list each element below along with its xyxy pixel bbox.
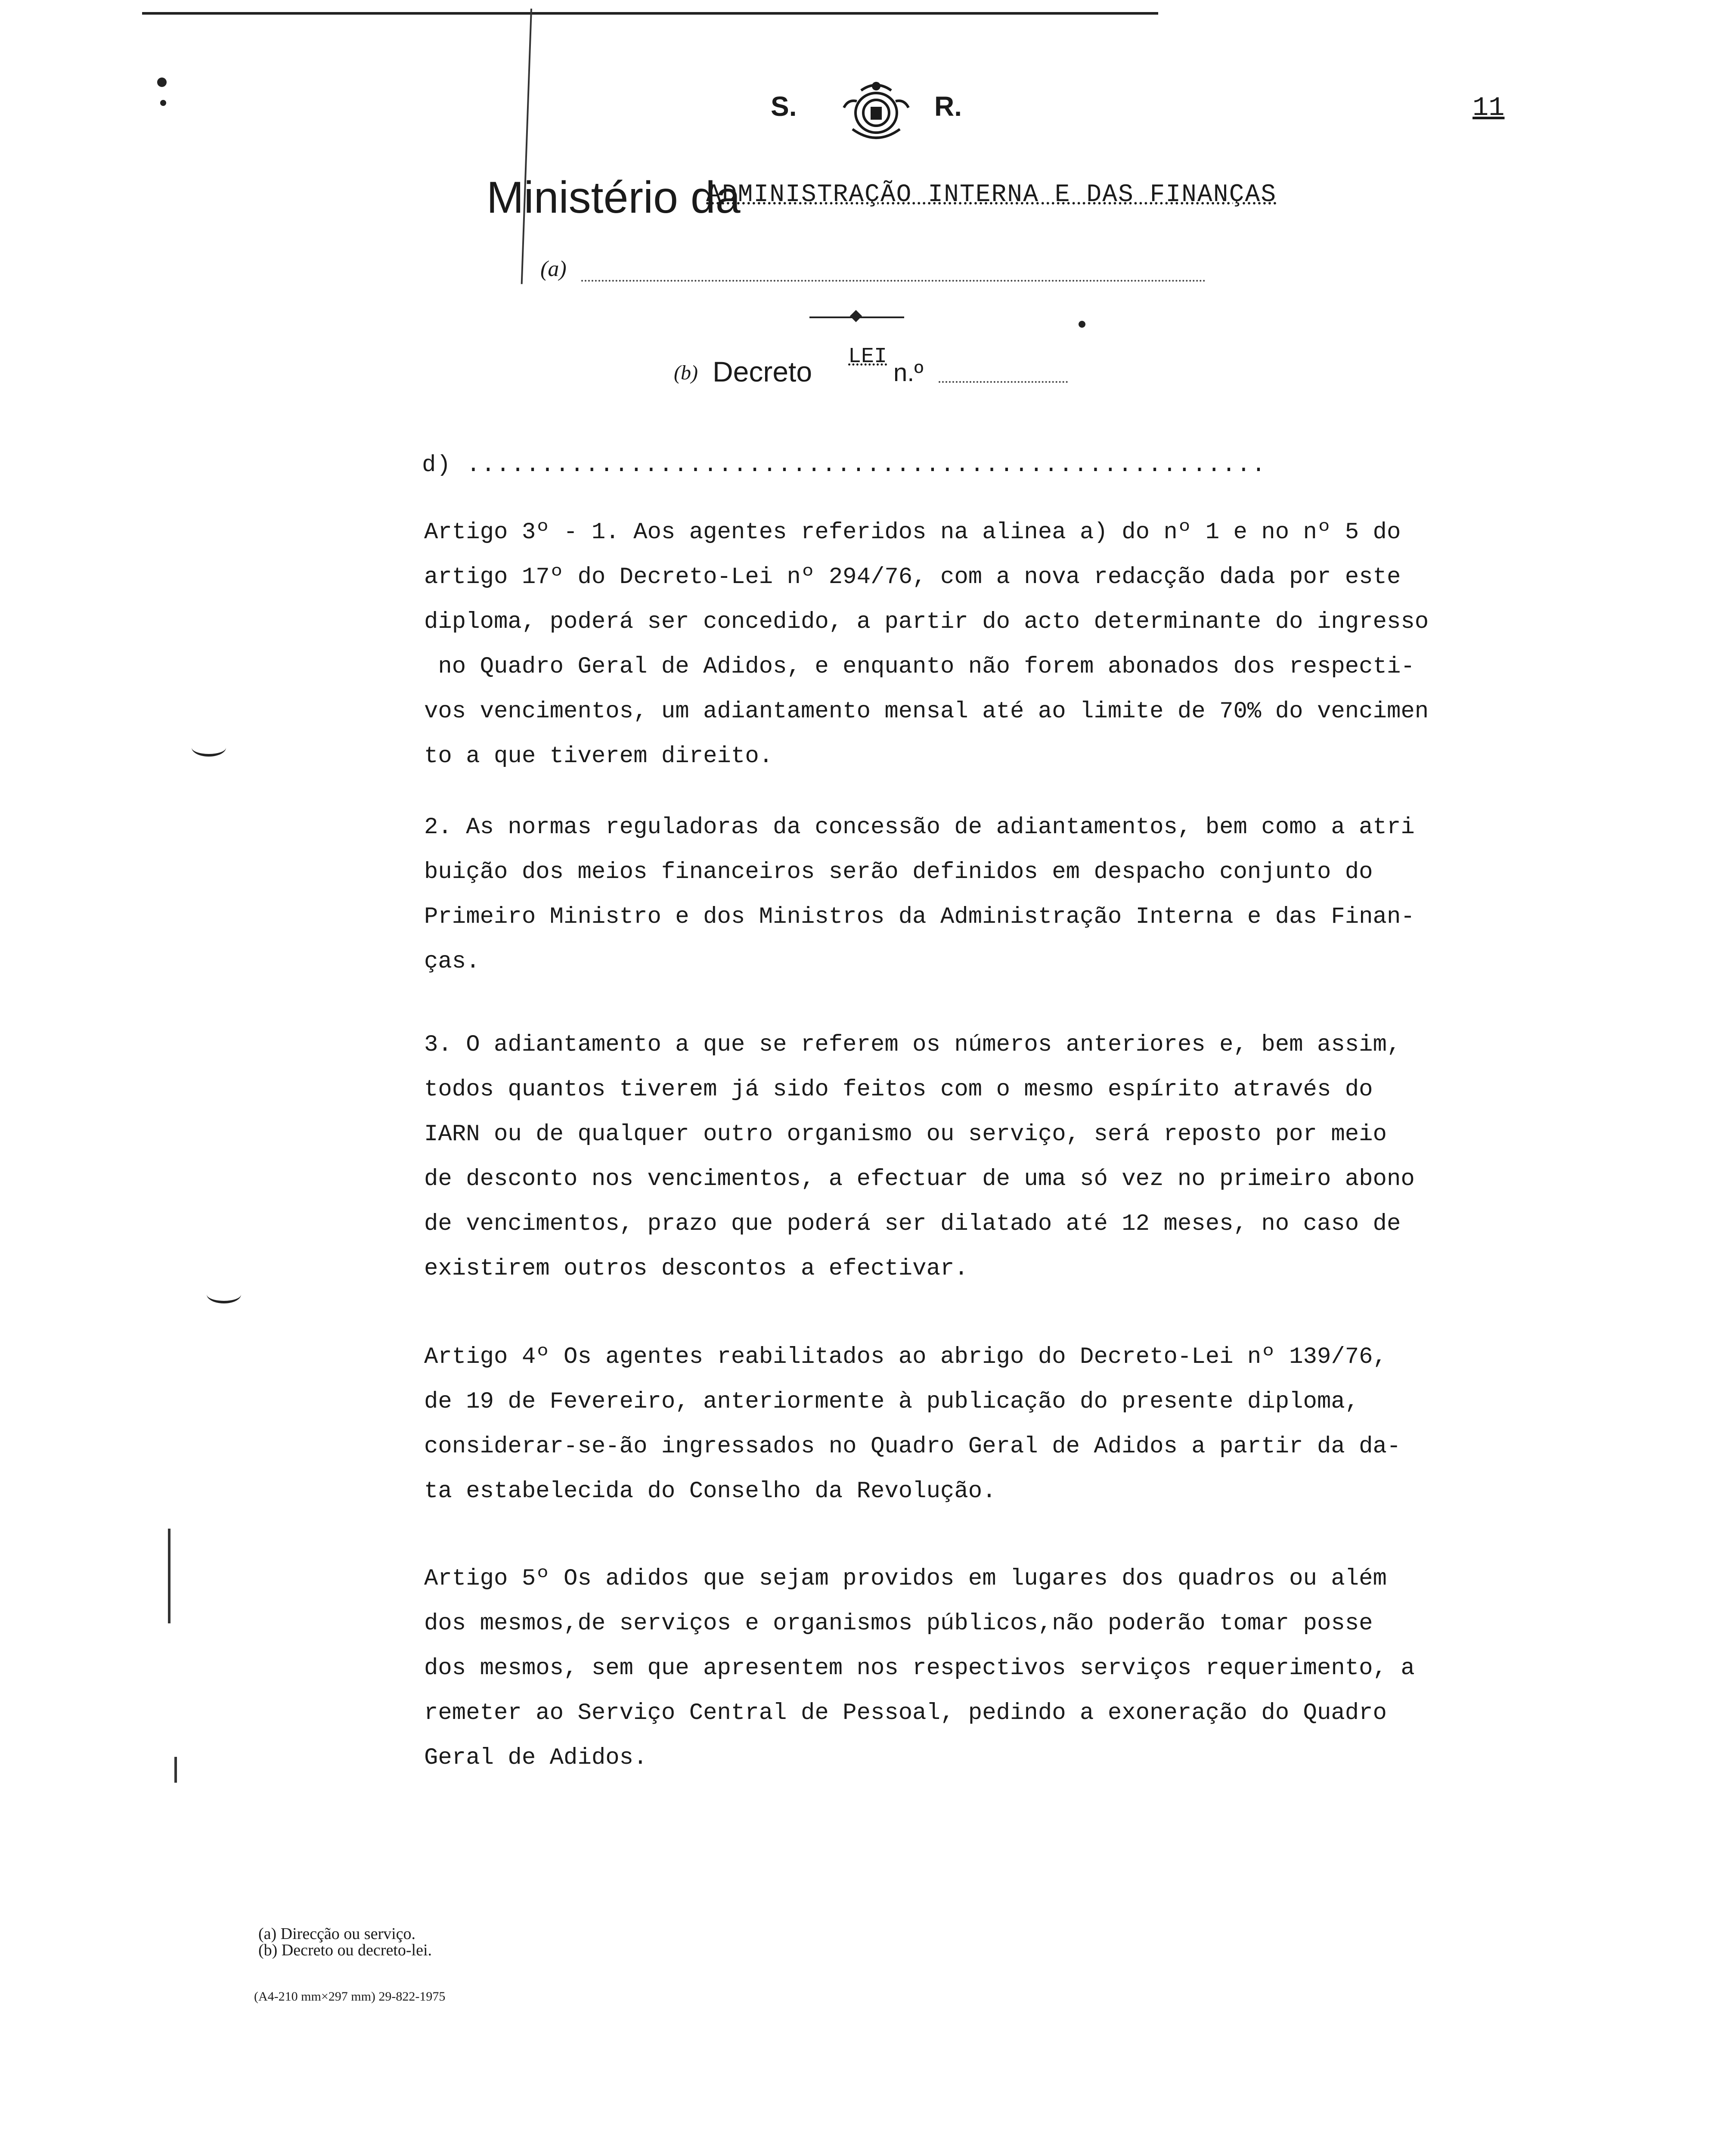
hole-punch-mark: [157, 78, 167, 87]
form-identifier: (A4-210 mm×297 mm) 29-822-1975: [254, 1989, 446, 2004]
coat-of-arms-icon: [835, 78, 917, 146]
paragraph-artigo-5: Artigo 5º Os adidos que sejam providos em lugares dos quadros ou além dos mesmos,de serviços e organismos públicos,não poderão tomar posse dos mesmos, sem que apresentem nos respectivos serviços requerimento, a remeter ao Serviço Central de Pessoal, pedindo a exoneração do Quadro Geral de Adidos.: [424, 1566, 1415, 1771]
top-rule: [142, 12, 1158, 15]
paragraph-artigo-3-2: 2. As normas reguladoras da concessão de adiantamentos, bem como a atri buição dos meios financeiros serão definidos em despacho conjunto do Primeiro Ministro e dos Ministros da Administração Interna e das Finan- ças.: [424, 814, 1415, 975]
page-number: 11: [1472, 93, 1505, 123]
footnote-a: (a) Direcção ou serviço.: [258, 1925, 416, 1943]
margin-stroke: [168, 1529, 170, 1623]
hole-punch-mark: [160, 100, 166, 106]
footnote-b: (b) Decreto ou decreto-lei.: [258, 1941, 432, 1959]
margin-curve-mark: [192, 738, 226, 757]
line-a-blank: [581, 280, 1206, 282]
ministry-name: ADMINISTRAÇÃO INTERNA E DAS FINANÇAS: [706, 181, 1277, 209]
line-a-label: (a): [540, 257, 567, 281]
paragraph-artigo-4: Artigo 4º Os agentes reabilitados ao abrigo do Decreto-Lei nº 139/76, de 19 de Fevereiro, anteriormente à publicação do presente diploma, considerar-se-ão ingressados no Quadro Geral de Adidos a partir da da- ta estabelecida do Conselho da Revolução.: [424, 1344, 1401, 1505]
line-d: d) ......................................................: [422, 452, 1267, 478]
sr-right-letter: R.: [934, 91, 962, 122]
paragraph-artigo-3-3: 3. O adiantamento a que se referem os números anteriores e, bem assim, todos quantos tiverem já sido feitos com o mesmo espírito através do IARN ou de qualquer outro organismo ou serviço, será reposto por meio de desconto nos vencimentos, a efectuar de uma só vez no primeiro abono de vencimentos, prazo que poderá ser dilatado até 12 meses, no caso de existirem outros descontos a efectivar.: [424, 1032, 1415, 1282]
divider-diamond-icon: [850, 310, 862, 322]
line-b-label: (b): [674, 361, 698, 384]
decreto-label: Decreto: [713, 356, 812, 388]
paragraph-artigo-3-1: Artigo 3º - 1. Aos agentes referidos na alinea a) do nº 1 e no nº 5 do artigo 17º do Decreto-Lei nº 294/76, com a nova redacção dada por este diploma, poderá ser concedido, a partir do acto determinante do ingresso no Quadro Geral de Adidos, e enquanto não forem abonados dos respecti- vos vencimentos, um adiantamento mensal até ao limite de 70% do vencimen to a que tiverem direito.: [424, 519, 1429, 769]
margin-line: [521, 9, 532, 284]
line-b-blank: [939, 381, 1068, 383]
stray-dot: [1079, 321, 1085, 328]
lei-insert: LEI: [848, 344, 887, 369]
margin-stroke: [174, 1757, 177, 1783]
margin-curve-mark: [207, 1285, 241, 1303]
sr-left-letter: S.: [771, 91, 797, 122]
number-label: n.º: [893, 359, 924, 387]
ministry-prefix: Ministério da: [487, 173, 741, 223]
